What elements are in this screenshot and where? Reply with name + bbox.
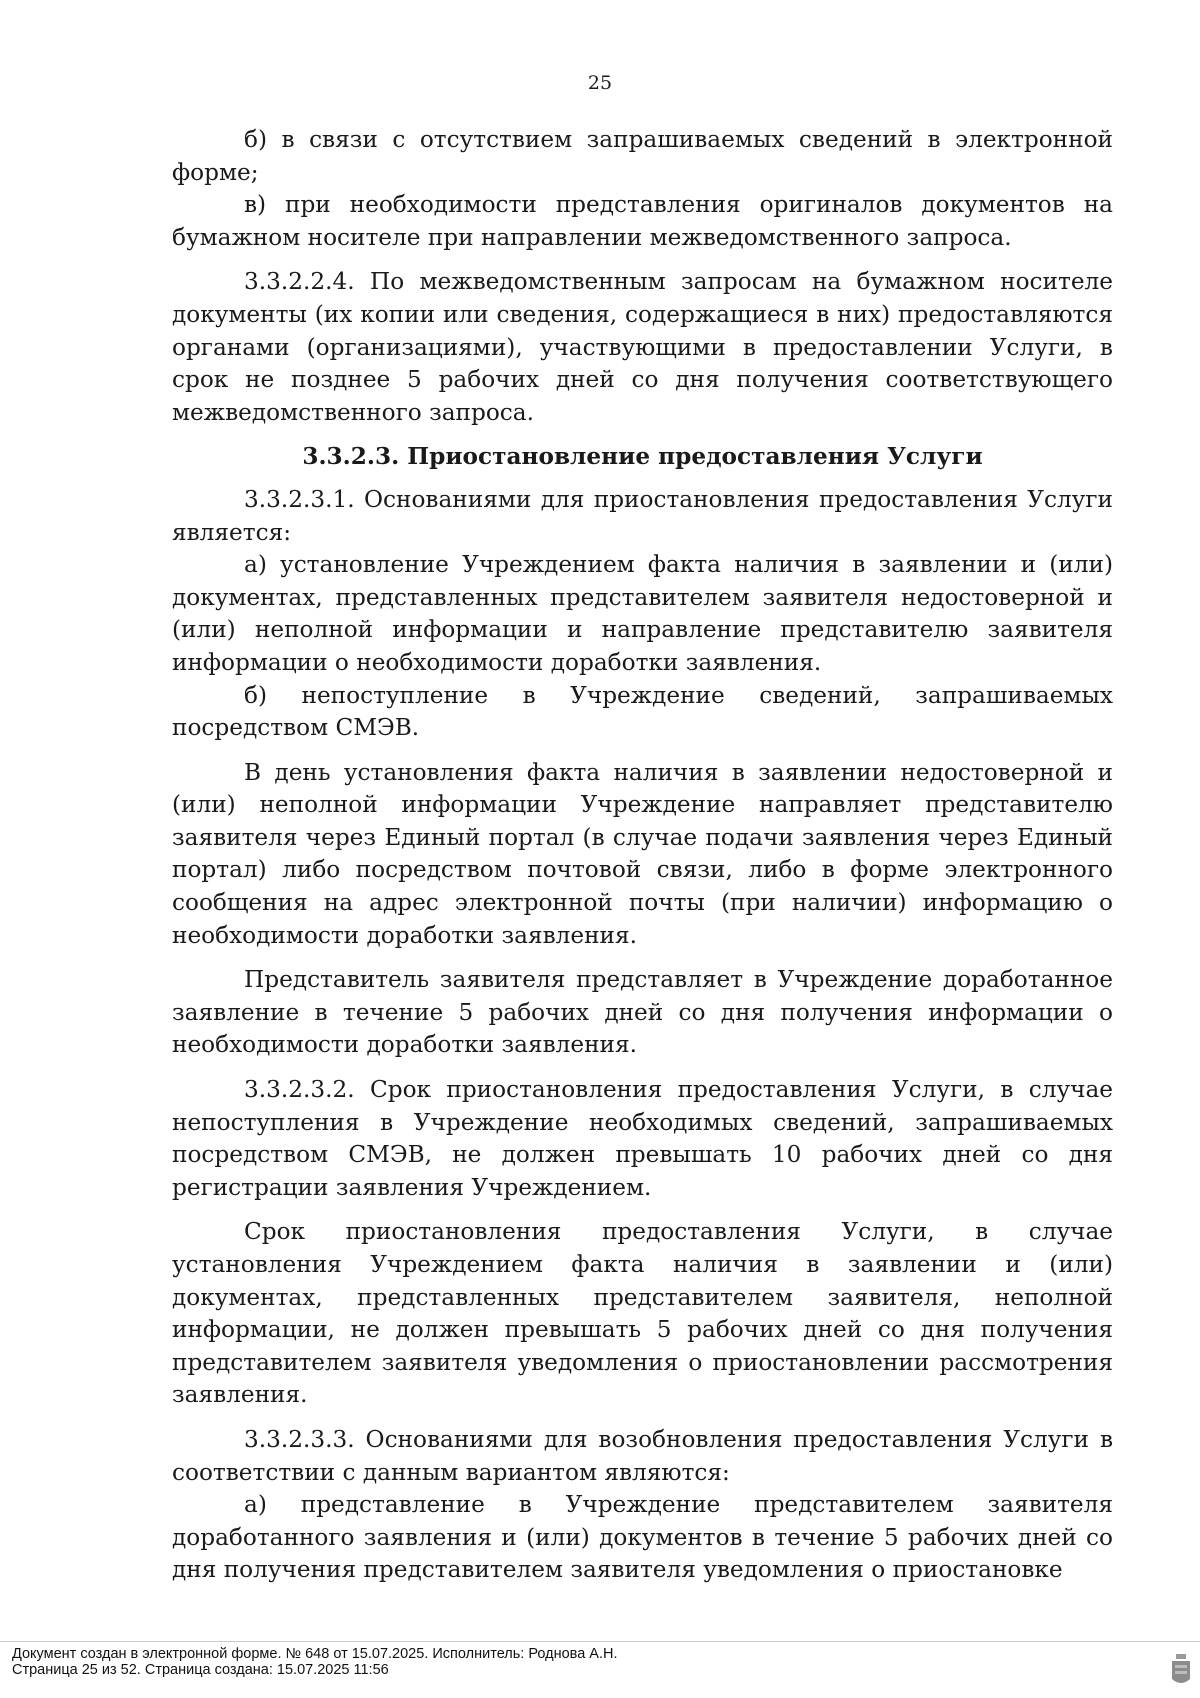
page-number: 25 (587, 72, 613, 94)
section-heading: 3.3.2.3. Приостановление предоставления Услуги (302, 443, 983, 471)
paragraph-3-3-2-3-3: 3.3.2.3.3. Основаниями для возобновления предоставления Услуги в соответствии с данным вариантом являются: (172, 1425, 1113, 1486)
footer-line-1: Документ создан в электронной форме. № 648 от 15.07.2025. Исполнитель: Роднова А.Н. (12, 1646, 618, 1662)
paragraph-b: б) в связи с отсутствием запрашиваемых сведений в электронной форме; (172, 126, 1113, 186)
paragraph-day-of-establishment: В день установления факта наличия в заявлении недостоверной и (или) неполной информации Учреждение направляет представителю заявителя через Единый портал (в случае подачи заявления через Единый портал) либо посредством почтовой связи, либо в форме электронного сообщения на адрес электронной почты (при наличии) информацию о необходимости доработки заявления. (172, 758, 1113, 949)
paragraph-v: в) при необходимости представления оригиналов документов на бумажном носителе при направлении межведомственного запроса. (172, 191, 1113, 251)
emblem-icon (1170, 1652, 1192, 1688)
paragraph-3-3-2-3-2: 3.3.2.3.2. Срок приостановления предоставления Услуги, в случае непоступления в Учреждение необходимых сведений, запрашиваемых посредством СМЭВ, не должен превышать 10 рабочих дней со дня регистрации заявления Учреждением. (172, 1076, 1113, 1201)
paragraph-a: а) установление Учреждением факта наличия в заявлении и (или) документах, представленных представителем заявителя недостоверной и (или) неполной информации и направление представителю заявителя информации о необходимости доработки заявления. (172, 551, 1113, 676)
paragraph-3-3-2-2-4: 3.3.2.2.4. По межведомственным запросам на бумажном носителе документы (их копии или сведения, содержащиеся в них) предоставляются органами (организациями), участвующими в предоставлении Услуги, в срок не позднее 5 рабочих дней со дня получения соответствующего межведомственного запроса. (172, 268, 1113, 426)
paragraph-3-3-2-3-1: 3.3.2.3.1. Основаниями для приостановления предоставления Услуги является: (172, 485, 1113, 546)
footer-divider (0, 1641, 1200, 1642)
paragraph-representative: Представитель заявителя представляет в Учреждение доработанное заявление в течение 5 рабочих дней со дня получения информации о необходимости доработки заявления. (172, 966, 1113, 1059)
document-footer (12, 1646, 618, 1678)
document-body (172, 124, 1113, 1587)
paragraph-b2: б) непоступление в Учреждение сведений, запрашиваемых посредством СМЭВ. (172, 681, 1113, 742)
footer-line-2: Страница 25 из 52. Страница создана: 15.07.2025 11:56 (12, 1662, 389, 1678)
paragraph-suspension-term: Срок приостановления предоставления Услуги, в случае установления Учреждением факта наличия в заявлении и (или) документах, представленных представителем заявителя, неполной информации, не должен превышать 5 рабочих дней со дня получения представителем заявителя уведомления о приостановлении рассмотрения заявления. (172, 1218, 1113, 1409)
paragraph-a2: а) представление в Учреждение представителем заявителя доработанного заявления и (или) документов в течение 5 рабочих дней со дня получения представителем заявителя уведомления о приостановке (172, 1491, 1113, 1584)
